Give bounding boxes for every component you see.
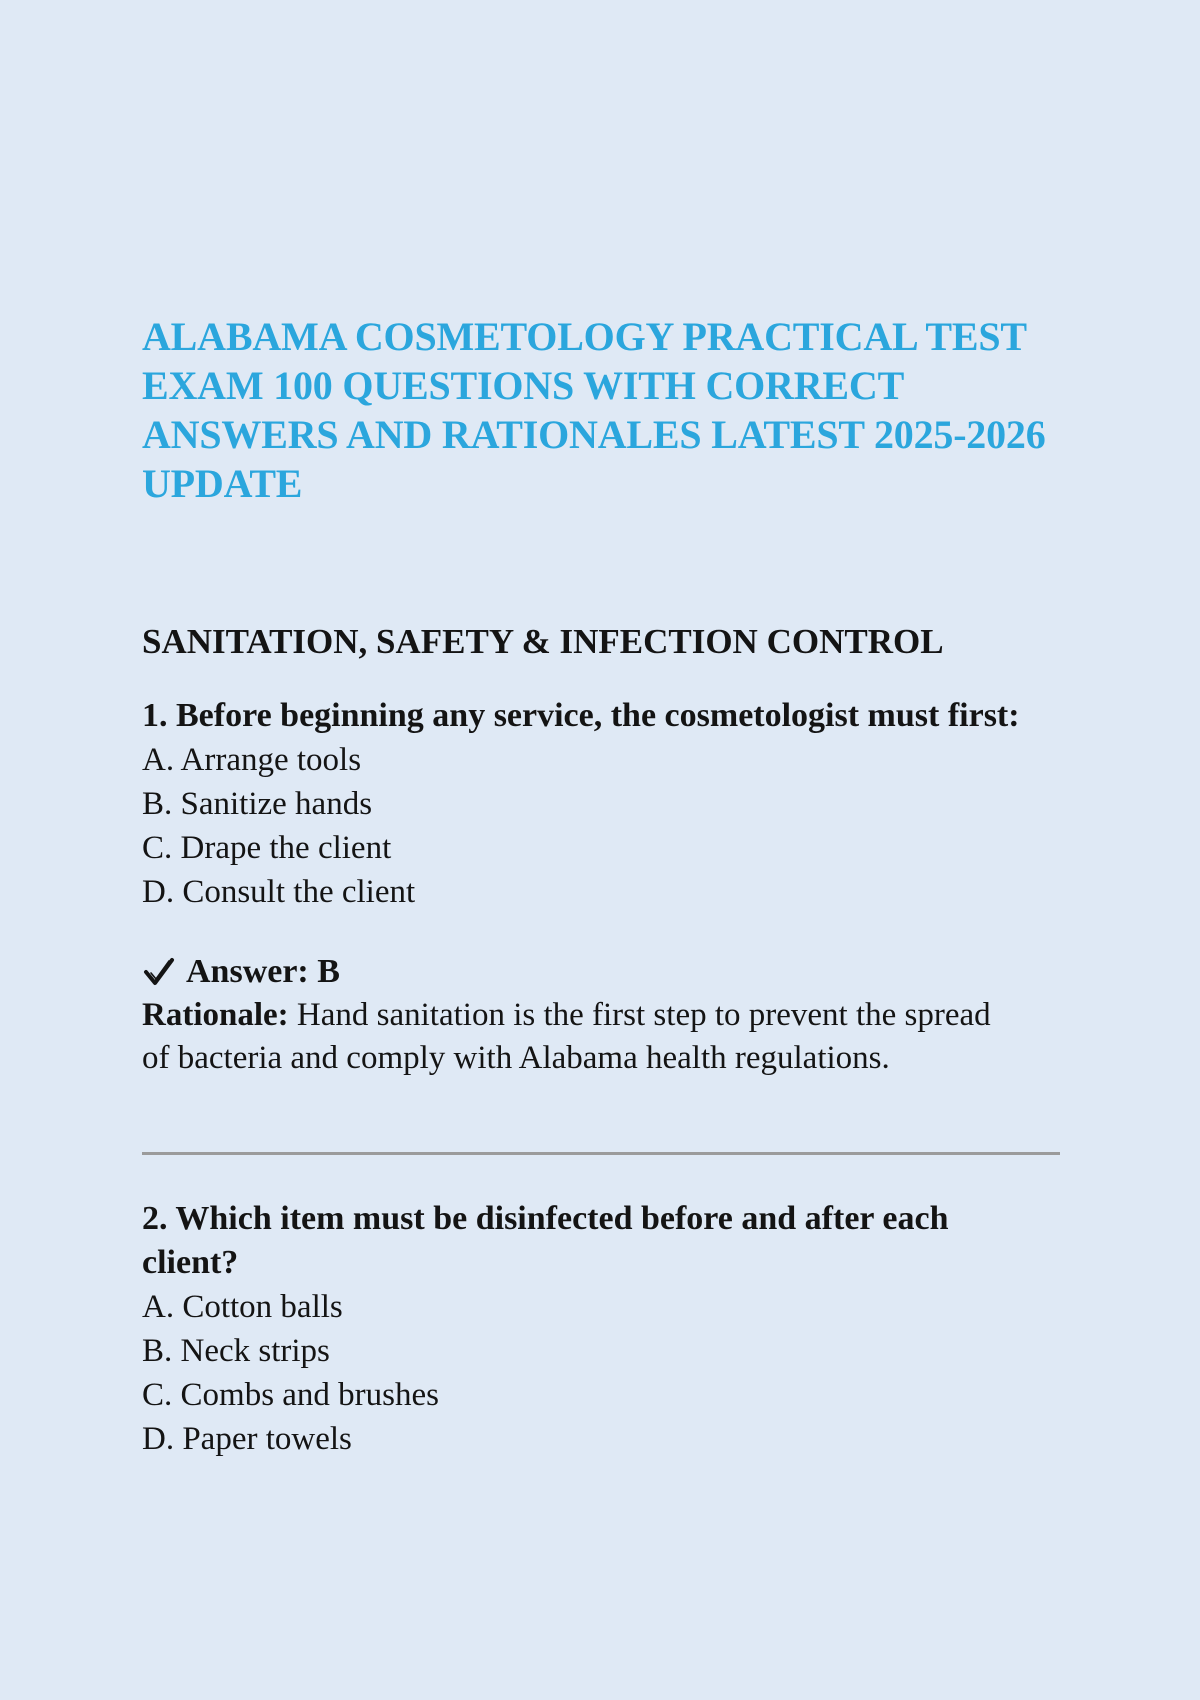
rationale <box>142 994 1062 1080</box>
rationale-line: of bacteria and comply with Alabama health regulations. <box>142 1040 890 1076</box>
question-text-line: client? <box>142 1244 239 1281</box>
document-title-line: ALABAMA COSMETOLOGY PRACTICAL TEST <box>142 314 1027 359</box>
answer-options <box>142 738 1062 914</box>
answer-text: Answer: B <box>186 953 340 990</box>
option-b: B. Neck strips <box>142 1333 330 1369</box>
option-b: B. Sanitize hands <box>142 786 373 822</box>
option-c: C. Combs and brushes <box>142 1377 439 1413</box>
rationale-line <box>142 994 1062 1037</box>
option-a: A. Arrange tools <box>142 742 362 778</box>
rationale-text: Hand sanitation is the first step to prevent the spread <box>288 997 991 1033</box>
check-icon <box>142 955 176 989</box>
answer-options <box>142 1285 1062 1461</box>
answer-line <box>142 950 1062 994</box>
option-c: C. Drape the client <box>142 830 392 866</box>
option-a: A. Cotton balls <box>142 1289 343 1325</box>
document-title <box>142 312 1062 508</box>
document-page <box>142 312 1062 1461</box>
document-title-line: EXAM 100 QUESTIONS WITH CORRECT <box>142 363 905 408</box>
question-2 <box>142 1197 1062 1461</box>
question-text <box>142 694 1062 738</box>
rationale-label: Rationale: <box>142 997 289 1033</box>
divider <box>142 1152 1060 1155</box>
question-text-line: 1. Before beginning any service, the cosmetologist must first: <box>142 697 1020 734</box>
option-d: D. Consult the client <box>142 874 416 910</box>
option-d: D. Paper towels <box>142 1421 352 1457</box>
question-1 <box>142 694 1062 1080</box>
document-title-line: UPDATE <box>142 461 303 506</box>
document-title-line: ANSWERS AND RATIONALES LATEST 2025-2026 <box>142 412 1046 457</box>
section-heading: SANITATION, SAFETY & INFECTION CONTROL <box>142 622 944 661</box>
question-text-line: 2. Which item must be disinfected before and after each <box>142 1200 949 1237</box>
question-text <box>142 1197 1062 1285</box>
